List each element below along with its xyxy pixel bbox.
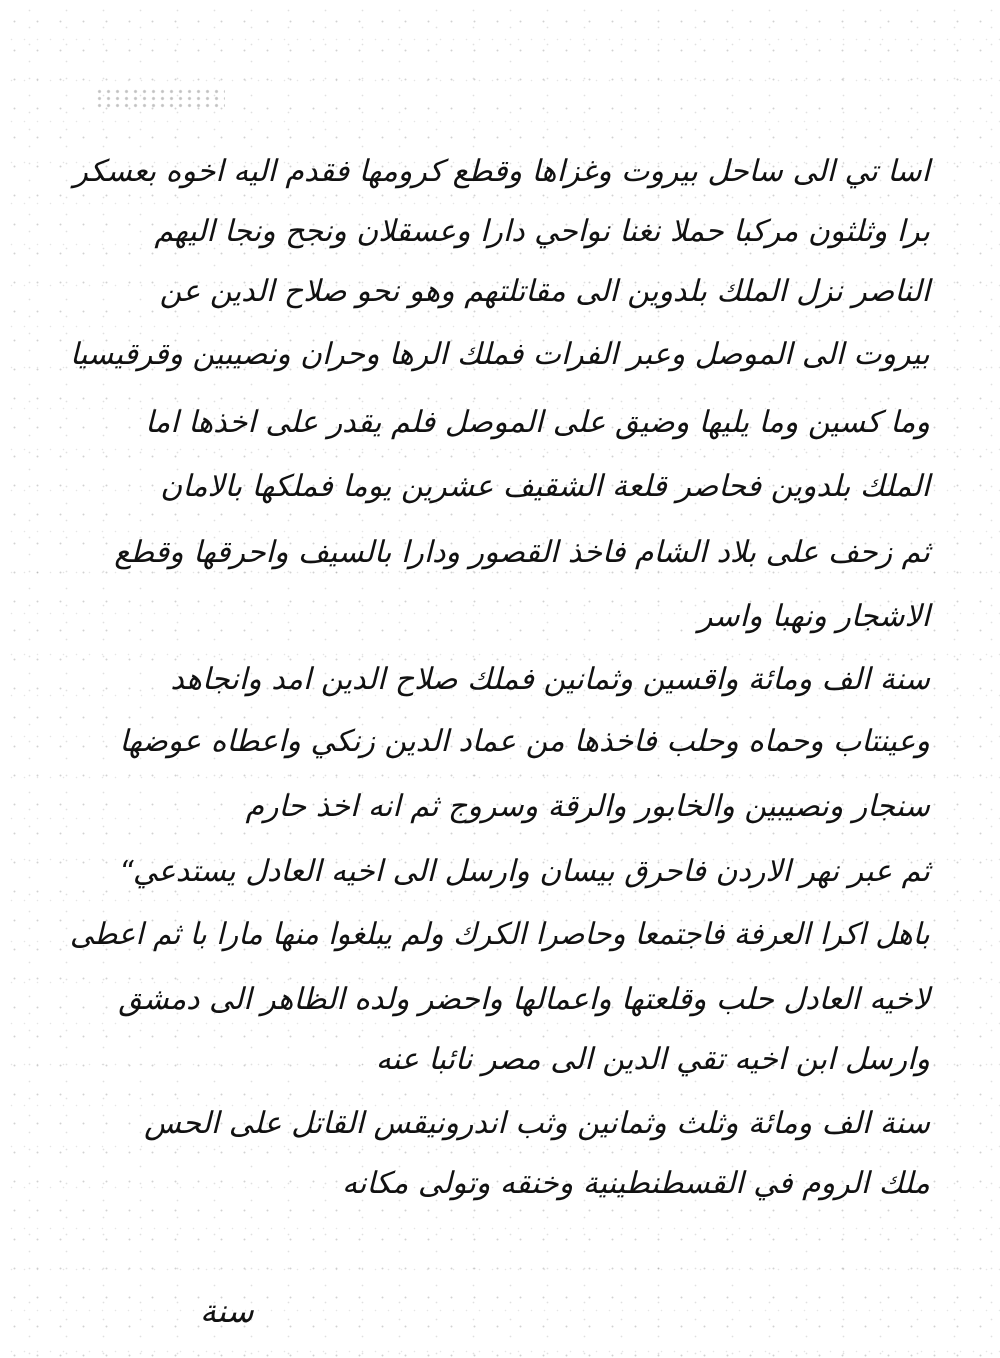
text-line-4: بيروت الى الموصل وعبر الفرات فملك الرها وحران ونصيبين وقرقيسيا <box>70 337 930 372</box>
catchword: سنة <box>200 1292 254 1330</box>
text-line-5: وما كسين وما يليها وضيق على الموصل فلم يقدر على اخذها اما <box>145 405 930 440</box>
text-line-11: سنجار ونصيبين والخابور والرقة وسروج ثم انه اخذ حارم <box>245 789 930 824</box>
text-line-1: اسا تي الى ساحل بيروت وغزاها وقطع كرومها فقدم اليه اخوه بعسكر <box>73 154 930 189</box>
ink-smudge <box>95 88 225 110</box>
text-line-8: الاشجار ونهبا واسر <box>697 599 930 634</box>
text-line-12: ثم عبر نهر الاردن فاحرق بيسان وارسل الى اخيه العادل يستدعي <box>132 854 930 889</box>
text-line-14: لاخيه العادل حلب وقلعتها واعمالها واحضر ولده الظاهر الى دمشق <box>118 982 930 1017</box>
text-line-17: ملك الروم في القسطنطينية وخنقه وتولى مكانه <box>342 1166 930 1201</box>
text-line-13: باهل اكرا العرفة فاجتمعا وحاصرا الكرك ولم يبلغوا منها مارا با ثم اعطى <box>70 917 930 952</box>
text-line-6: الملك بلدوين فحاصر قلعة الشقيف عشرين يوما فملكها بالامان <box>160 469 930 504</box>
text-line-3: الناصر نزل الملك بلدوين الى مقاتلتهم وهو نحو صلاح الدين عن <box>159 274 930 309</box>
text-line-15: وارسل ابن اخيه تقي الدين الى مصر نائبا عنه <box>375 1042 930 1077</box>
text-line-7: ثم زحف على بلاد الشام فاخذ القصور ودارا بالسيف واحرقها وقطع <box>114 535 930 570</box>
text-line-10: وعينتاب وحماه وحلب فاخذها من عماد الدين زنكي واعطاه عوضها <box>119 724 930 759</box>
text-line-9: سنة الف ومائة واقسين وثمانين فملك صلاح الدين امد وانجاهد <box>170 662 930 697</box>
margin-mark: “ <box>120 855 136 890</box>
text-line-16: سنة الف ومائة وثلث وثمانين وثب اندرونيقس القاتل على الحس <box>144 1106 930 1141</box>
text-line-2: برا وثلثون مركبا حملا نغنا نواحي دارا وعسقلان ونجح ونجا اليهم <box>154 214 930 249</box>
